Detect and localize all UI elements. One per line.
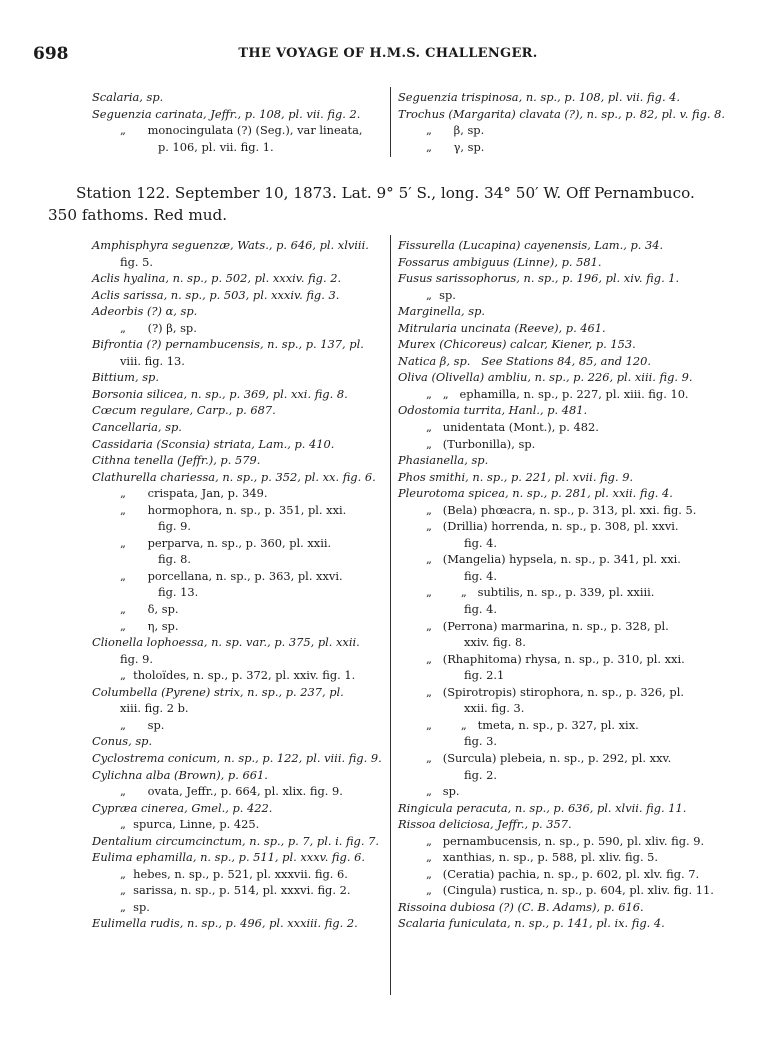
entry-text: „ (Bela) phœacra, n. sp., p. 313, pl. xxi. fig. 5.: [426, 502, 697, 517]
species-entry: [398, 89, 738, 106]
entry-text: xxii. fig. 3.: [464, 701, 525, 716]
species-entry: [92, 436, 386, 453]
station-line-1: Station 122. September 10, 1873. Lat. 9° 5′ S., long. 34° 50′ W. Off Pernambuco.: [76, 184, 695, 202]
entry-text: xiii. fig. 2 b.: [120, 701, 189, 716]
species-entry: [398, 915, 740, 932]
species-entry: [92, 800, 386, 817]
species-entry: [398, 849, 740, 866]
entry-text: Eulima ephamilla, n. sp., p. 511, pl. xxxv. fig. 6.: [92, 850, 365, 865]
top-left-column: [92, 89, 386, 155]
entry-text: Aclis hyalina, n. sp., p. 502, pl. xxxiv. fig. 2.: [92, 271, 342, 286]
species-entry: [398, 651, 740, 668]
species-entry: [398, 783, 740, 800]
species-entry: [398, 287, 740, 304]
species-entry: [398, 436, 740, 453]
entry-text: fig. 3.: [464, 734, 497, 749]
species-entry: [398, 139, 738, 156]
entry-text: Adeorbis (?) α, sp.: [92, 304, 198, 319]
entry-text: „ (Turbonilla), sp.: [426, 436, 536, 451]
entry-text: „ perparva, n. sp., p. 360, pl. xxii.: [120, 535, 332, 550]
species-list-left: [92, 237, 386, 932]
entry-text: „ (Perrona) marmarina, n. sp., p. 328, pl.: [426, 618, 669, 633]
entry-text: „ hormophora, n. sp., p. 351, pl. xxi.: [120, 502, 347, 517]
species-entry: [92, 386, 386, 403]
entry-text: „ (Drillia) horrenda, n. sp., p. 308, pl. xxvi.: [426, 519, 679, 534]
species-entry: [92, 402, 386, 419]
entry-text: Marginella, sp.: [398, 304, 485, 319]
entry-text: Aclis sarissa, n. sp., p. 503, pl. xxxiv. fig. 3.: [92, 287, 340, 302]
entry-text: Scalaria, sp.: [92, 90, 164, 104]
species-entry: [398, 833, 740, 850]
entry-text: Cœcum regulare, Carp., p. 687.: [92, 403, 276, 418]
species-entry: [398, 270, 740, 287]
species-entry: [398, 469, 740, 486]
entry-text: Seguenzia trispinosa, n. sp., p. 108, pl. vii. fig. 4.: [398, 90, 681, 104]
species-entry: [92, 700, 386, 717]
species-entry: [92, 584, 386, 601]
species-entry: [398, 767, 740, 784]
entry-text: „ ovata, Jeffr., p. 664, pl. xlix. fig. 9.: [120, 784, 343, 799]
species-entry: [398, 618, 740, 635]
entry-text: Rissoa deliciosa, Jeffr., p. 357.: [398, 817, 572, 832]
species-entry: [92, 882, 386, 899]
entry-text: „ η, sp.: [120, 618, 179, 633]
entry-text: Amphisphyra seguenzæ, Wats., p. 646, pl. xlviii.: [92, 238, 369, 252]
species-entry: [92, 568, 386, 585]
species-entry: [92, 634, 386, 651]
entry-text: viii. fig. 13.: [120, 353, 185, 368]
entry-text: „ crispata, Jan, p. 349.: [120, 486, 268, 501]
species-entry: [398, 518, 740, 535]
species-entry: [92, 502, 386, 519]
species-entry: [92, 601, 386, 618]
entry-text: Phos smithi, n. sp., p. 221, pl. xvii. fig. 9.: [398, 469, 634, 484]
entry-text: „ xanthias, n. sp., p. 588, pl. xliv. fig. 5.: [426, 850, 659, 865]
species-entry: [92, 717, 386, 734]
species-entry: [92, 469, 386, 486]
species-entry: [92, 535, 386, 552]
top-right-column: [398, 89, 738, 155]
species-entry: [398, 684, 740, 701]
species-entry: [398, 700, 740, 717]
entry-text: Borsonia silicea, n. sp., p. 369, pl. xxi. fig. 8.: [92, 386, 348, 401]
entry-text: Columbella (Pyrene) strix, n. sp., p. 237, pl.: [92, 684, 344, 699]
column-divider-top: [390, 87, 391, 157]
entry-text: Clathurella chariessa, n. sp., p. 352, pl. xx. fig. 6.: [92, 469, 376, 484]
entry-text: Oliva (Olivella) ambliu, n. sp., p. 226, pl. xiii. fig. 9.: [398, 370, 693, 385]
entry-text: „ β, sp.: [426, 123, 485, 138]
entry-text: fig. 5.: [120, 254, 153, 269]
entry-text: Mitrularia uncinata (Reeve), p. 461.: [398, 320, 606, 335]
species-entry: [398, 551, 740, 568]
species-entry: [398, 717, 740, 734]
entry-text: „ (Mangelia) hypsela, n. sp., p. 341, pl. xxi.: [426, 552, 681, 567]
entry-text: „ sp.: [426, 287, 456, 302]
entry-text: „ „ tmeta, n. sp., p. 327, pl. xix.: [426, 717, 639, 732]
species-entry: [398, 402, 740, 419]
species-entry: [398, 667, 740, 684]
station-heading: [48, 182, 768, 226]
entry-text: Murex (Chicoreus) calcar, Kiener, p. 153.: [398, 337, 636, 352]
entry-text: „ hebes, n. sp., p. 521, pl. xxxvii. fig. 6.: [120, 866, 348, 881]
entry-text: „ (Rhaphitoma) rhysa, n. sp., p. 310, pl. xxi.: [426, 651, 685, 666]
entry-text: „ sp.: [120, 899, 150, 914]
entry-text: „ (?) β, sp.: [120, 320, 197, 335]
entry-text: fig. 9.: [158, 519, 191, 534]
entry-text: „ (Ceratia) pachia, n. sp., p. 602, pl. xlv. fig. 7.: [426, 866, 700, 881]
species-list-right: [398, 237, 740, 932]
entry-text: Odostomia turrita, Hanl., p. 481.: [398, 403, 588, 418]
species-entry: [398, 303, 740, 320]
entry-text: xxiv. fig. 8.: [464, 635, 526, 650]
entry-text: Fossarus ambiguus (Linne), p. 581.: [398, 254, 602, 269]
species-entry: [398, 452, 740, 469]
species-entry: [92, 866, 386, 883]
species-entry: [398, 866, 740, 883]
species-entry: [92, 816, 386, 833]
entry-text: fig. 4.: [464, 535, 497, 550]
species-entry: [398, 237, 740, 254]
species-entry: [92, 89, 386, 106]
species-entry: [398, 122, 738, 139]
entry-text: „ (Surcula) plebeia, n. sp., p. 292, pl. xxv.: [426, 750, 672, 765]
species-entry: [92, 849, 386, 866]
species-entry: [398, 800, 740, 817]
entry-text: fig. 2.1: [464, 668, 505, 683]
species-entry: [398, 816, 740, 833]
entry-text: Bifrontia (?) pernambucensis, n. sp., p. 137, pl.: [92, 337, 364, 352]
entry-text: „ pernambucensis, n. sp., p. 590, pl. xliv. fig. 9.: [426, 833, 705, 848]
entry-text: fig. 9.: [120, 651, 153, 666]
species-entry: [398, 254, 740, 271]
species-entry: [92, 915, 386, 932]
species-entry: [398, 386, 740, 403]
entry-text: fig. 13.: [158, 585, 199, 600]
entry-text: Natica β, sp. See Stations 84, 85, and 120.: [398, 353, 652, 368]
species-entry: [398, 320, 740, 337]
species-entry: [92, 336, 386, 353]
entry-text: Pleurotoma spicea, n. sp., p. 281, pl. xxii. fig. 4.: [398, 486, 673, 501]
entry-text: Scalaria funiculata, n. sp., p. 141, pl. ix. fig. 4.: [398, 916, 665, 931]
entry-text: Dentalium circumcinctum, n. sp., p. 7, pl. i. fig. 7.: [92, 833, 379, 848]
entry-text: fig. 4.: [464, 602, 497, 617]
entry-text: Fusus sarissophorus, n. sp., p. 196, pl. xiv. fig. 1.: [398, 271, 680, 286]
page-header: [0, 44, 776, 68]
entry-text: „ (Spirotropis) stirophora, n. sp., p. 326, pl.: [426, 684, 684, 699]
species-entry: [398, 634, 740, 651]
species-entry: [398, 899, 740, 916]
page-number: 698: [33, 44, 69, 64]
species-entry: [398, 336, 740, 353]
species-entry: [92, 369, 386, 386]
species-entry: [92, 287, 386, 304]
species-entry: [92, 254, 386, 271]
entry-text: „ γ, sp.: [426, 139, 485, 154]
entry-text: „ sarissa, n. sp., p. 514, pl. xxxvi. fig. 2.: [120, 883, 351, 898]
entry-text: „ monocingulata (?) (Seg.), var lineata,: [120, 123, 363, 138]
species-entry: [92, 833, 386, 850]
entry-text: Cithna tenella (Jeffr.), p. 579.: [92, 453, 261, 468]
entry-text: „ unidentata (Mont.), p. 482.: [426, 420, 599, 435]
entry-text: Rissoina dubiosa (?) (C. B. Adams), p. 616.: [398, 899, 644, 914]
entry-text: „ porcellana, n. sp., p. 363, pl. xxvi.: [120, 568, 343, 583]
species-entry: [398, 485, 740, 502]
entry-text: fig. 4.: [464, 568, 497, 583]
species-entry: [398, 882, 740, 899]
entry-text: „ δ, sp.: [120, 602, 179, 617]
species-entry: [92, 684, 386, 701]
species-entry: [92, 303, 386, 320]
species-entry: [92, 651, 386, 668]
entry-text: „ spurca, Linne, p. 425.: [120, 817, 260, 832]
species-entry: [92, 452, 386, 469]
entry-text: p. 106, pl. vii. fig. 1.: [158, 139, 274, 154]
species-entry: [398, 535, 740, 552]
entry-text: fig. 2.: [464, 767, 497, 782]
species-entry: [398, 750, 740, 767]
species-entry: [398, 601, 740, 618]
species-entry: [398, 568, 740, 585]
entry-text: Cassidaria (Sconsia) striata, Lam., p. 410.: [92, 436, 335, 451]
species-entry: [92, 106, 386, 123]
species-entry: [92, 419, 386, 436]
entry-text: „ sp.: [426, 784, 460, 799]
entry-text: Trochus (Margarita) clavata (?), n. sp., p. 82, pl. v. fig. 8.: [398, 106, 725, 121]
entry-text: Bittium, sp.: [92, 370, 159, 385]
column-divider-main: [390, 235, 391, 995]
species-entry: [92, 353, 386, 370]
species-entry: [398, 353, 740, 370]
species-entry: [92, 899, 386, 916]
species-entry: [92, 485, 386, 502]
entry-text: „ sp.: [120, 717, 165, 732]
species-entry: [92, 767, 386, 784]
entry-text: „ „ subtilis, n. sp., p. 339, pl. xxiii.: [426, 585, 655, 600]
species-entry: [92, 750, 386, 767]
species-entry: [92, 139, 386, 156]
running-title: THE VOYAGE OF H.M.S. CHALLENGER.: [238, 46, 538, 61]
entry-text: Clionella lophoessa, n. sp. var., p. 375, pl. xxii.: [92, 635, 360, 650]
species-entry: [92, 783, 386, 800]
species-entry: [92, 320, 386, 337]
entry-text: fig. 8.: [158, 552, 191, 567]
species-entry: [92, 618, 386, 635]
station-line-2: 350 fathoms. Red mud.: [48, 206, 228, 224]
species-entry: [398, 106, 738, 123]
entry-text: Phasianella, sp.: [398, 453, 489, 468]
entry-text: „ (Cingula) rustica, n. sp., p. 604, pl. xliv. fig. 11.: [426, 883, 714, 898]
species-entry: [92, 667, 386, 684]
species-entry: [398, 419, 740, 436]
species-entry: [398, 502, 740, 519]
species-entry: [92, 122, 386, 139]
species-entry: [92, 237, 386, 254]
entry-text: Fissurella (Lucapina) cayenensis, Lam., p. 34.: [398, 238, 664, 252]
entry-text: Cyclostrema conicum, n. sp., p. 122, pl. viii. fig. 9.: [92, 750, 382, 765]
species-entry: [92, 518, 386, 535]
entry-text: „ „ ephamilla, n. sp., p. 227, pl. xiii. fig. 10.: [426, 386, 689, 401]
entry-text: Eulimella rudis, n. sp., p. 496, pl. xxxiii. fig. 2.: [92, 916, 358, 931]
entry-text: Seguenzia carinata, Jeffr., p. 108, pl. vii. fig. 2.: [92, 106, 361, 121]
entry-text: Cancellaria, sp.: [92, 420, 182, 435]
species-entry: [398, 369, 740, 386]
entry-text: Cylichna alba (Brown), p. 661.: [92, 767, 268, 782]
entry-text: Conus, sp.: [92, 734, 153, 749]
species-entry: [92, 733, 386, 750]
species-entry: [398, 733, 740, 750]
entry-text: Cypræa cinerea, Gmel., p. 422.: [92, 800, 273, 815]
species-entry: [92, 270, 386, 287]
species-entry: [398, 584, 740, 601]
species-entry: [92, 551, 386, 568]
entry-text: „ tholoïdes, n. sp., p. 372, pl. xxiv. fig. 1.: [120, 668, 356, 683]
entry-text: Ringicula peracuta, n. sp., p. 636, pl. xlvii. fig. 11.: [398, 800, 687, 815]
